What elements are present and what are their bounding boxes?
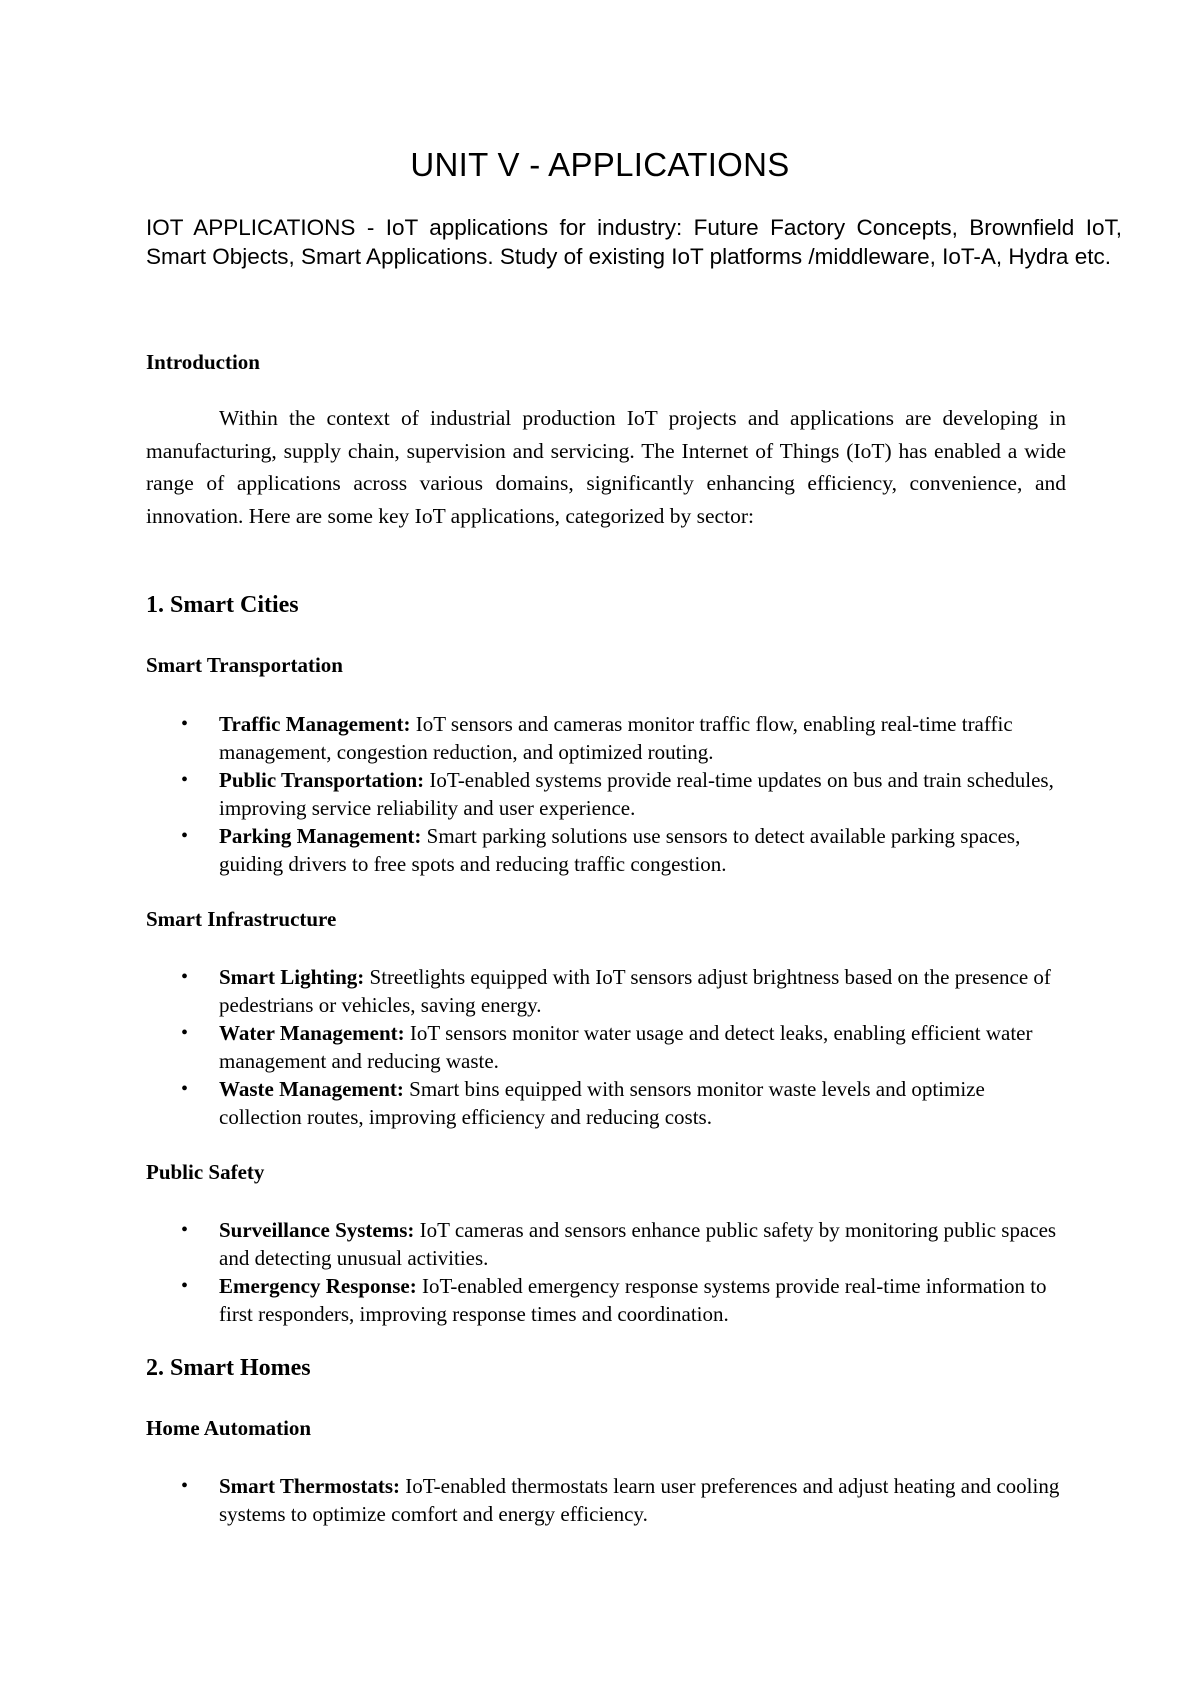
- item-term: Traffic Management:: [219, 712, 411, 736]
- bullet-icon: •: [181, 1275, 189, 1297]
- item-text: IoT cameras and sensors enhance public safety by monitoring public spaces and detecting unusual activities.: [219, 1218, 1057, 1270]
- item-term: Emergency Response:: [219, 1274, 417, 1298]
- subsection-heading-home-automation: Home Automation: [146, 1416, 312, 1440]
- bullet-icon: •: [181, 713, 189, 735]
- subsection-heading-smart-infrastructure: Smart Infrastructure: [146, 907, 337, 931]
- item-text: IoT-enabled emergency response systems provide real-time information to first responders, improving response times and coordination.: [219, 1274, 1047, 1326]
- list-item: [146, 1075, 1066, 1131]
- item-text: IoT sensors and cameras monitor traffic flow, enabling real-time traffic management, congestion reduction, and optimized routing.: [219, 712, 1013, 764]
- bullet-icon: •: [181, 1475, 189, 1497]
- bullet-icon: •: [181, 825, 189, 847]
- bullet-icon: •: [181, 769, 189, 791]
- list-item: [146, 963, 1066, 1019]
- item-term: Smart Lighting:: [219, 965, 365, 989]
- list-item: [146, 710, 1066, 766]
- syllabus-text: IOT APPLICATIONS - IoT applications for industry: Future Factory Concepts, Brownfield IoT, Smart Objects, Smart Applications. Study of existing IoT platforms /middleware, IoT-A, Hydra etc.: [146, 215, 1122, 269]
- item-term: Surveillance Systems:: [219, 1218, 415, 1242]
- bullet-list-home-automation: [146, 1472, 1066, 1528]
- bullet-icon: •: [181, 1219, 189, 1241]
- introduction-paragraph: Within the context of industrial production IoT projects and applications are developing in manufacturing, supply chain, supervision and servicing. The Internet of Things (IoT) has enabled a wide range of applications across various domains, significantly enhancing efficiency, convenience, and innovation. Here are some key IoT applications, categorized by sector:: [146, 406, 1066, 528]
- item-term: Parking Management:: [219, 824, 422, 848]
- bullet-list-smart-transportation: [146, 710, 1066, 878]
- item-text: IoT-enabled systems provide real-time updates on bus and train schedules, improving service reliability and user experience.: [219, 768, 1054, 820]
- list-item: [146, 1019, 1066, 1075]
- item-term: Water Management:: [219, 1021, 405, 1045]
- bullet-list-smart-infrastructure: [146, 963, 1066, 1131]
- bullet-list-public-safety: [146, 1216, 1066, 1328]
- bullet-icon: •: [181, 966, 189, 988]
- list-item: [146, 1472, 1066, 1528]
- list-item: [146, 822, 1066, 878]
- page-title: UNIT V - APPLICATIONS: [410, 146, 790, 183]
- section-heading-smart-cities: 1. Smart Cities: [146, 592, 299, 618]
- list-item: [146, 1216, 1066, 1272]
- introduction-heading: Introduction: [146, 350, 260, 374]
- bullet-icon: •: [181, 1078, 189, 1100]
- subsection-heading-public-safety: Public Safety: [146, 1160, 265, 1184]
- item-text: Smart parking solutions use sensors to detect available parking spaces, guiding drivers to free spots and reducing traffic congestion.: [219, 824, 1021, 876]
- section-heading-smart-homes: 2. Smart Homes: [146, 1355, 311, 1381]
- item-term: Waste Management:: [219, 1077, 404, 1101]
- item-term: Public Transportation:: [219, 768, 425, 792]
- item-text: IoT sensors monitor water usage and detect leaks, enabling efficient water management and reducing waste.: [219, 1021, 1033, 1073]
- bullet-icon: •: [181, 1022, 189, 1044]
- item-term: Smart Thermostats:: [219, 1474, 401, 1498]
- subsection-heading-smart-transportation: Smart Transportation: [146, 653, 343, 677]
- item-text: IoT-enabled thermostats learn user preferences and adjust heating and cooling systems to optimize comfort and energy efficiency.: [219, 1474, 1060, 1526]
- list-item: [146, 766, 1066, 822]
- list-item: [146, 1272, 1066, 1328]
- item-text: Smart bins equipped with sensors monitor waste levels and optimize collection routes, improving efficiency and reducing costs.: [219, 1077, 985, 1129]
- item-text: Streetlights equipped with IoT sensors adjust brightness based on the presence of pedestrians or vehicles, saving energy.: [219, 965, 1051, 1017]
